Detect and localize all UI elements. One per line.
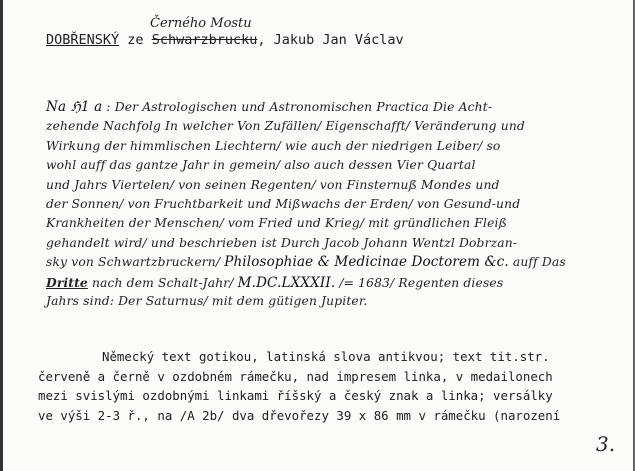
- description-block: [38, 347, 618, 425]
- description-line: mezi svislými ozdobnými linkami říšský a český znak a linka; versálky: [38, 388, 553, 403]
- header-line: [46, 32, 404, 48]
- card-header: [46, 16, 606, 54]
- author-particle: ze: [127, 32, 144, 48]
- title-transcription: [46, 98, 606, 311]
- title-line-text: : Der Astrologischen und Astronomischen Practica Die Acht-: [102, 100, 493, 114]
- card-left-edge: [0, 0, 3, 471]
- title-line: Wirkung der himmlischen Liechtern/ wie auch der niedrigen Leiber/ so: [46, 138, 501, 153]
- title-line-text: nach dem Schalt-Jahr/: [87, 275, 238, 290]
- handwritten-correction: Černého Mostu: [150, 16, 252, 31]
- title-line: [46, 98, 606, 117]
- struck-place-name: Schwarzbrucku: [151, 32, 258, 48]
- author-surname: DOBŘENSKÝ: [46, 32, 120, 48]
- title-line: der Sonnen/ von Fruchtbarkeit und Mißwachs der Erden/ von Gesund-und: [46, 196, 521, 211]
- description-line: Německý text gotikou, latinská slova antikvou; text tit.str.: [102, 349, 550, 364]
- title-line: gehandelt wird/ und beschrieben ist Durch Jacob Johann Wentzl Dobrzan-: [46, 235, 518, 250]
- description-line: ve výši 2-3 ř., na /A 2b/ dva dřevořezy 39 x 86 mm v rámečku (narození: [38, 407, 561, 423]
- handwritten-year-roman: M.DC.LXXXII.: [237, 274, 336, 291]
- title-line: [46, 253, 606, 272]
- handwritten-latin-insert: Philosophiae & Medicinae Doctorem &c.: [224, 254, 509, 271]
- title-line-text: /= 1683/ Regenten dieses: [335, 275, 504, 290]
- author-given-names: , Jakub Jan Václav: [257, 32, 404, 48]
- title-line-bold: Dritte: [46, 274, 88, 290]
- handwritten-signature-ref: Na ℌ1 a: [46, 99, 103, 115]
- title-line-text: sky von Schwartzbruckern/: [46, 255, 225, 270]
- page-number-mark: 3.: [596, 432, 616, 456]
- title-line: [46, 273, 606, 292]
- title-line: Krankheiten der Menschen/ vom Fried und Krieg/ mit gründlichen Fleiß: [46, 216, 507, 231]
- title-line: zehende Nachfolg In welcher Von Zufällen/ Eigenschafft/ Veränderung und: [46, 119, 525, 134]
- title-line-text: auff Das: [508, 255, 566, 270]
- description-line: červeně a černě v ozdobném rámečku, nad impresem linka, v medailonech: [38, 368, 553, 384]
- title-line: Jahrs sind: Der Saturnus/ mit dem gütigen Jupiter.: [46, 293, 368, 308]
- title-line: wohl auff das gantze Jahr in gemein/ also auch dessen Vier Quartal: [46, 158, 476, 173]
- title-line: und Jahrs Viertelen/ von seinen Regenten/ von Finsternuß Mondes und: [46, 177, 500, 192]
